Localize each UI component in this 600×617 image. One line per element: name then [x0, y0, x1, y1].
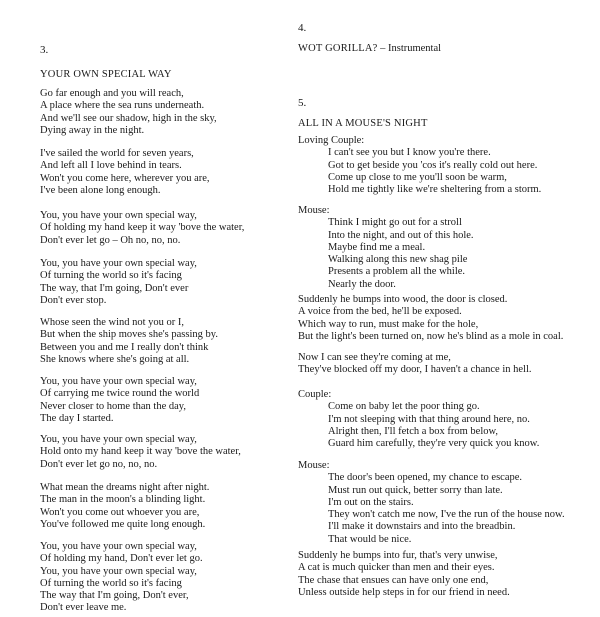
wot-gorilla-title-text: WOT GORILLA?: [298, 43, 378, 54]
speaker-label: Mouse:: [298, 205, 330, 216]
lyric-line: Of turning the world so it's facing: [40, 577, 182, 589]
lyric-line: The man in the moon's a blinding light.: [40, 494, 206, 506]
lyric-line: Which way to run, must make for the hole,: [298, 318, 479, 330]
lyric-line: Presents a problem all the while.: [328, 266, 466, 278]
speaker-label: Couple:: [298, 389, 332, 400]
lyric-line: I've sailed the world for seven years,: [40, 148, 194, 159]
lyric-line: She knows where she's going at all.: [40, 353, 190, 365]
lyric-line: But the light's been turned on, now he's blind as a mole in coal.: [298, 330, 564, 342]
song-title-wot-gorilla: [298, 43, 441, 55]
right-stanza: [298, 472, 565, 546]
lyric-line: Come up close to me you'll soon be warm,: [328, 171, 507, 183]
lyric-line: Don't ever let go – Oh no, no, no.: [40, 234, 181, 246]
song-number-3: 3.: [40, 44, 49, 56]
lyric-line: You've followed me quite long enough.: [40, 518, 206, 530]
lyric-line: You, you have your own special way,: [40, 376, 197, 387]
lyric-line: Alright then, I'll fetch a box from below,: [328, 425, 499, 437]
lyric-line: That would be nice.: [328, 533, 412, 545]
lyric-line: Never closer to home than the day,: [40, 400, 186, 412]
lyric-line: Got to get beside you 'cos it's really cold out here.: [328, 159, 538, 171]
lyric-line: You, you have your own special way,: [40, 210, 197, 221]
lyric-line: Between you and me I really don't think: [40, 341, 209, 353]
lyric-line: A voice from the bed, he'll be exposed.: [298, 306, 462, 318]
lyric-line: Hold me tightly like we're sheltering from a storm.: [328, 184, 542, 196]
lyric-line: Now I can see they're coming at me,: [298, 352, 451, 363]
lyric-line: Nearly the door.: [328, 278, 396, 290]
lyric-line: And we'll see our shadow, high in the sky,: [40, 112, 217, 124]
lyric-line: And left all I love behind in tears.: [40, 160, 182, 172]
right-stanza: [298, 550, 510, 599]
left-stanza: [40, 210, 244, 247]
lyric-line: Must run out quick, better sorry than late.: [328, 484, 503, 496]
lyric-line: Hold onto my hand keep it way 'bove the water,: [40, 446, 241, 458]
lyric-line: A cat is much quicker than men and their eyes.: [298, 562, 495, 574]
lyric-line: Dying away in the night.: [40, 124, 145, 136]
song-title-all-in-a-mouses-night: ALL IN A MOUSE'S NIGHT: [298, 118, 428, 129]
right-stanza: [298, 352, 532, 377]
left-stanza: [40, 434, 241, 471]
lyric-line: I'm not sleeping with that thing around here, no.: [328, 413, 530, 425]
lyric-line: They won't catch me now, I've the run of the house now.: [328, 509, 565, 521]
lyric-line: Think I might go out for a stroll: [328, 217, 462, 229]
right-stanza: [298, 217, 474, 291]
lyric-line: The way that I'm going, Don't ever,: [40, 590, 189, 602]
right-stanza: [298, 147, 541, 196]
lyric-line: The chase that ensues can have only one end,: [298, 574, 489, 586]
left-stanza: [40, 376, 199, 425]
right-stanza: [298, 294, 563, 343]
lyric-line: Suddenly he bumps into fur, that's very unwise,: [298, 550, 498, 561]
lyric-line: Go far enough and you will reach,: [40, 88, 184, 99]
lyric-line: You, you have your own special way,: [40, 258, 197, 269]
lyric-line: Walking along this new shag pile: [328, 254, 468, 266]
left-stanza: [40, 482, 209, 531]
speaker-label: Loving Couple:: [298, 135, 365, 146]
lyric-line: What mean the dreams night after night.: [40, 482, 210, 493]
song-number-5: 5.: [298, 97, 307, 109]
lyric-line: Of holding my hand keep it way 'bove the water,: [40, 222, 245, 234]
lyric-line: I can't see you but I know you're there.: [328, 147, 491, 159]
lyric-line: I've been alone long enough.: [40, 184, 161, 196]
speaker-label: Mouse:: [298, 460, 330, 471]
lyric-line: You, you have your own special way,: [40, 565, 197, 577]
lyric-line: Maybe find me a meal.: [328, 241, 426, 253]
lyric-line: The way, that I'm going, Don't ever: [40, 282, 189, 294]
lyric-line: Don't ever let go no, no, no.: [40, 458, 158, 470]
lyric-line: The door's been opened, my chance to escape.: [328, 472, 523, 484]
lyric-line: Of carrying me twice round the world: [40, 388, 200, 400]
lyric-line: You, you have your own special way,: [40, 434, 197, 445]
lyric-line: Into the night, and out of this hole.: [328, 229, 474, 241]
lyric-line: Don't ever stop.: [40, 294, 107, 306]
left-stanza: [40, 88, 217, 137]
lyric-line: Suddenly he bumps into wood, the door is closed.: [298, 294, 508, 305]
lyric-line: Won't you come here, wherever you are,: [40, 172, 210, 184]
right-stanza: [298, 401, 539, 450]
left-stanza: [40, 148, 210, 197]
song-number-4: 4.: [298, 22, 307, 34]
lyric-line: A place where the sea runs underneath.: [40, 100, 205, 112]
lyric-line: But when the ship moves she's passing by.: [40, 329, 218, 341]
lyric-line: Unless outside help steps in for our friend in need.: [298, 586, 510, 598]
lyric-line: Won't you come out whoever you are,: [40, 506, 200, 518]
lyric-line: Of turning the world so it's facing: [40, 270, 182, 282]
lyric-line: The day I started.: [40, 412, 114, 424]
left-stanza: [40, 317, 218, 366]
wot-gorilla-subtitle: – Instrumental: [377, 43, 442, 54]
left-stanza: [40, 541, 203, 615]
lyric-line: You, you have your own special way,: [40, 541, 197, 552]
lyric-line: I'll make it downstairs and into the breadbin.: [328, 521, 516, 533]
lyric-line: Of holding my hand, Don't ever let go.: [40, 553, 203, 565]
lyric-line: I'm out on the stairs.: [328, 496, 414, 508]
lyric-line: Guard him carefully, they're very quick you know.: [328, 438, 540, 450]
song-title-your-own-special-way: YOUR OWN SPECIAL WAY: [40, 69, 172, 80]
left-stanza: [40, 258, 197, 307]
lyric-line: Come on baby let the poor thing go.: [328, 401, 480, 413]
lyric-line: Whose seen the wind not you or I,: [40, 317, 185, 328]
lyric-line: They've blocked off my door, I haven't a chance in hell.: [298, 364, 532, 376]
lyric-line: Don't ever leave me.: [40, 602, 127, 614]
